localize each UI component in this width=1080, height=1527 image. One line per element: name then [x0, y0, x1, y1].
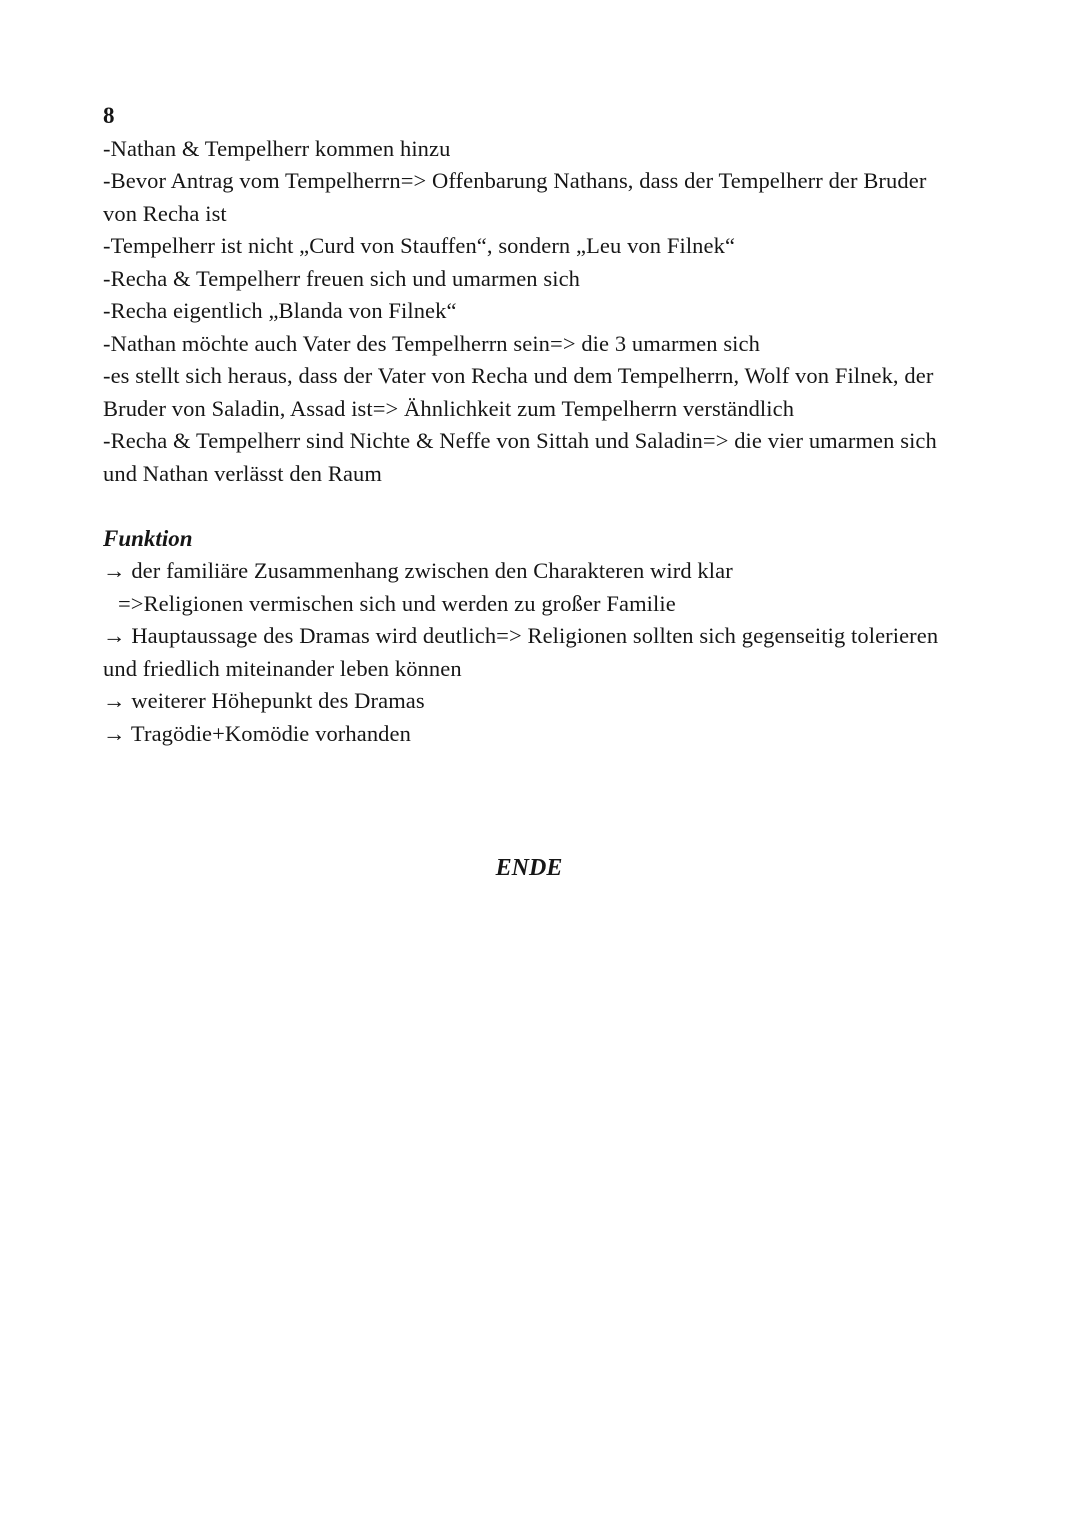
text-column: [103, 100, 955, 885]
note-line-3: -Tempelherr ist nicht „Curd von Stauffen“, sondern „Leu von Filnek“: [103, 233, 736, 258]
funktion-item-3: → Hauptaussage des Dramas wird deutlich=> Religionen sollten sich gegenseitig tolerieren und friedlich miteinander leben können: [103, 623, 939, 681]
funktion-item-5: → Tragödie+Komödie vorhanden: [103, 720, 411, 746]
note-line-5: -Recha eigentlich „Blanda von Filnek“: [103, 298, 457, 323]
ende-label: ENDE: [495, 855, 563, 881]
note-line-2: -Bevor Antrag vom Tempelherrn=> Offenbarung Nathans, dass der Tempelherr der Bruder von Recha ist: [103, 168, 927, 226]
funktion-heading: Funktion: [103, 525, 193, 551]
note-line-6: -Nathan möchte auch Vater des Tempelherrn sein=> die 3 umarmen sich: [103, 330, 760, 356]
funktion-item-1: → der familiäre Zusammenhang zwischen den Charakteren wird klar: [103, 558, 733, 583]
note-line-4: -Recha & Tempelherr freuen sich und umarmen sich: [103, 265, 581, 291]
funktion-item-4: → weiterer Höhepunkt des Dramas: [103, 688, 425, 713]
note-line-8: -Recha & Tempelherr sind Nichte & Neffe von Sittah und Saladin=> die vier umarmen sich und Nathan verlässt den Raum: [103, 428, 937, 486]
section-number-heading: 8: [103, 103, 115, 128]
funktion-item-2: =>Religionen vermischen sich und werden zu großer Familie: [118, 590, 676, 616]
note-line-1: -Nathan & Tempelherr kommen hinzu: [103, 135, 451, 161]
note-line-7: -es stellt sich heraus, dass der Vater von Recha und dem Tempelherrn, Wolf von Filnek, der Bruder von Saladin, Assad ist=> Ähnlichkeit zum Tempelherrn verständlich: [103, 363, 934, 421]
